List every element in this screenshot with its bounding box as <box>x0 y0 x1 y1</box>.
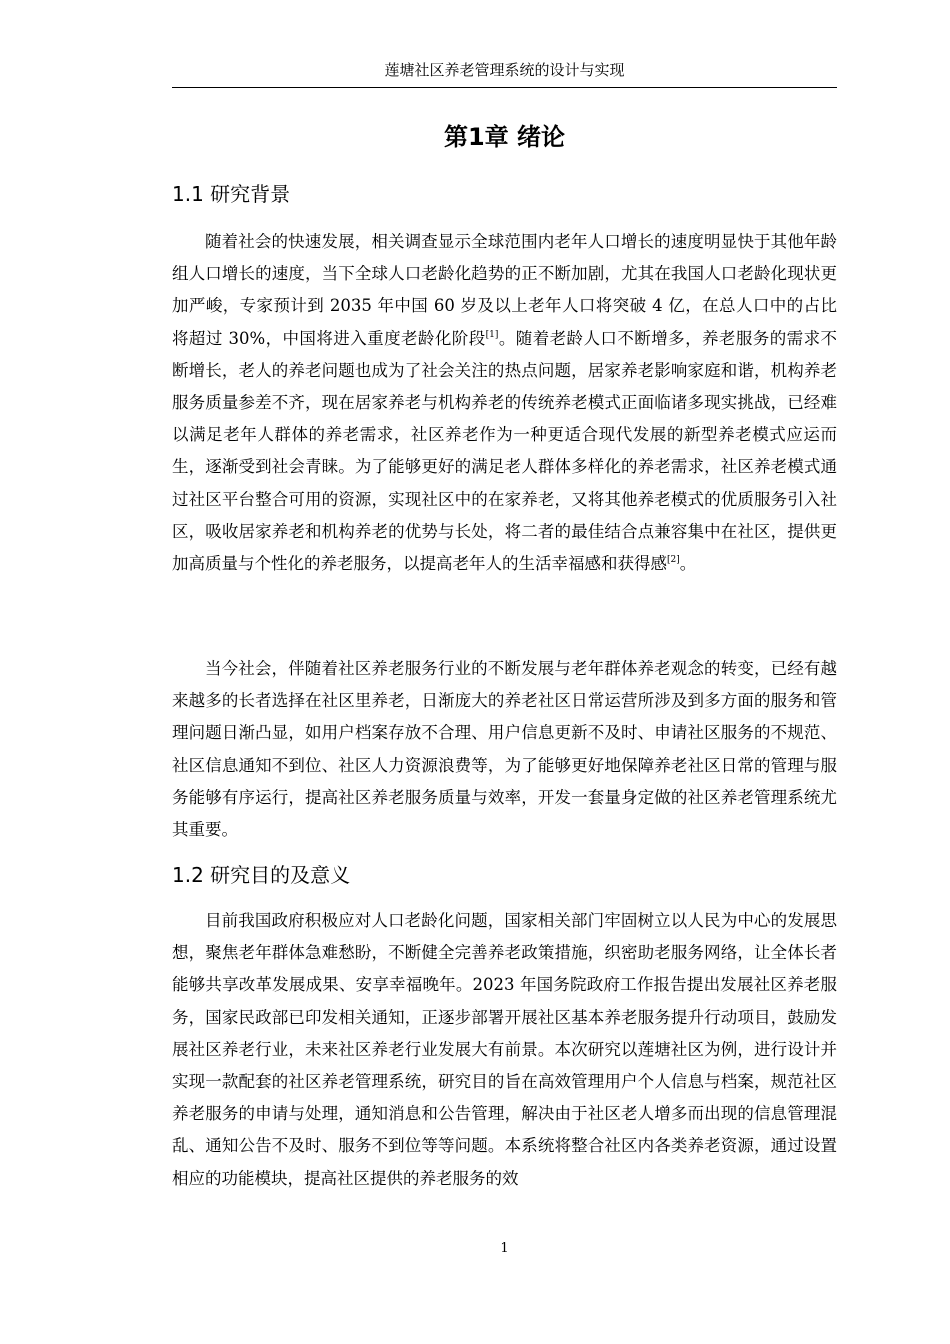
citation-ref[interactable]: [2] <box>667 555 680 566</box>
running-header: 莲塘社区养老管理系统的设计与实现 <box>384 61 625 79</box>
page-number: 1 <box>500 1241 509 1256</box>
paragraph-text: 随着社会的快速发展，相关调查显示全球范围内老年人口增长的速度明显快于其他年龄组人口增长的速度，当下全球人口老龄化趋势的正不断加剧，尤其在我国人口老龄化现状更加严峻，专家预计到 2035 年中国 60 岁及以上老年人口将突破 4 亿，在总人口中的占比将超过 30%，中国将进入重度老龄化阶段 <box>172 232 837 348</box>
citation-ref[interactable]: [1] <box>485 329 499 340</box>
paragraph-text: 。随着老龄人口不断增多，养老服务的需求不断增长，老人的养老问题也成为了社会关注的热点问题，居家养老影响家庭和谐，机构养老服务质量参差不齐，现在居家养老与机构养老的传统养老模式正面临诸多现实挑战，已经难以满足老年人群体的养老需求，社区养老作为一种更适合现代发展的新型养老模式应运而生，逐渐受到社会青睐。为了能够更好的满足老人群体多样化的养老需求，社区养老模式通过社区平台整合可用的资源，实现社区中的在家养老，又将其他养老模式的优质服务引入社区，吸收居家养老和机构养老的优势与长处，将二者的最佳结合点兼容集中在社区，提供更加高质量与个性化的养老服务，以提高老年人的生活幸福感和获得感 <box>172 328 837 574</box>
chapter-title: 第1章 绪论 <box>443 123 566 151</box>
paragraph-purpose-1: 目前我国政府积极应对人口老龄化问题，国家相关部门牢固树立以人民为中心的发展思想，聚焦老年群体急难愁盼，不断健全完善养老政策措施，织密助老服务网络，让全体长者能够共享改革发展成果、安享幸福晚年。2023 年国务院政府工作报告提出发展社区养老服务，国家民政部已印发相关通知，正逐步部署开展社区基本养老服务提升行动项目，鼓励发展社区养老行业，未来社区养老行业发展大有前景。本次研究以莲塘社区为例，进行设计并实现一款配套的社区养老管理系统，研究目的旨在高效管理用户个人信息与档案，规范社区养老服务的申请与处理，通知消息和公告管理，解决由于社区老人增多而出现的信息管理混乱、通知公告不及时、服务不到位等等问题。本系统将整合社区内各类养老资源，通过设置相应的功能模块，提高社区提供的养老服务的效 <box>172 911 837 1188</box>
paragraph-background-2: 当今社会，伴随着社区养老服务行业的不断发展与老年群体养老观念的转变，已经有越来越多的长者选择在社区里养老，日渐庞大的养老社区日常运营所涉及到多方面的服务和管理问题日渐凸显，如用户档案存放不合理、用户信息更新不及时、申请社区服务的不规范、社区信息通知不到位、社区人力资源浪费等，为了能够更好地保障养老社区日常的管理与服务能够有序运行，提高社区养老服务质量与效率，开发一套量身定做的社区养老管理系统尤其重要。 <box>172 659 837 840</box>
paragraph-background-1 <box>172 226 837 580</box>
paragraph-text: 。 <box>679 554 697 574</box>
header-rule <box>172 87 837 88</box>
section-heading-1-1: 1.1 研究背景 <box>172 182 291 206</box>
section-heading-1-2: 1.2 研究目的及意义 <box>172 863 351 887</box>
